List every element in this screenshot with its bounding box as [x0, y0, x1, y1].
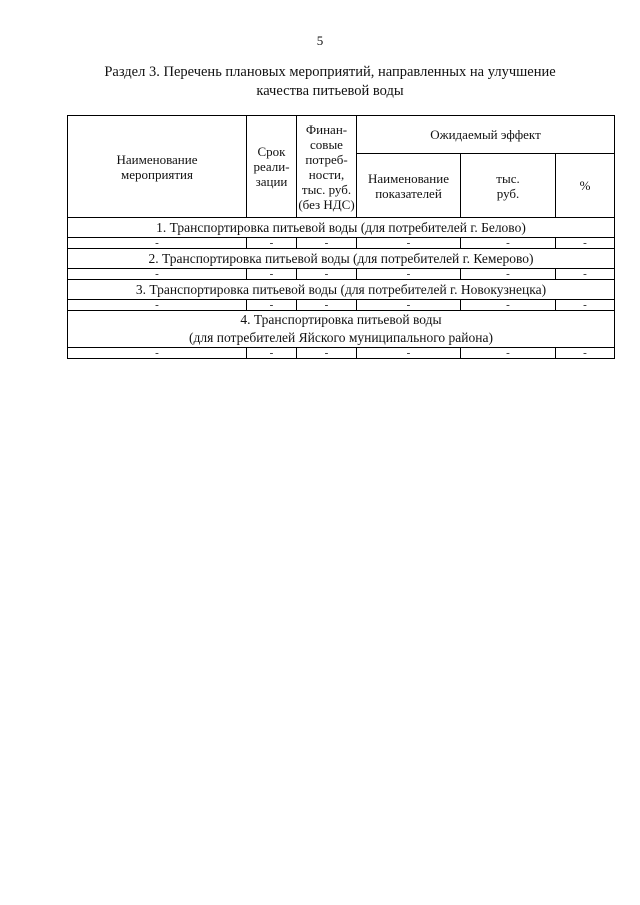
section-title-line-1: Раздел 3. Перечень плановых мероприятий, направленных на улучшение: [104, 64, 556, 80]
header-percent: %: [556, 154, 615, 218]
section-title: [90, 63, 570, 101]
table-cell: -: [297, 348, 357, 359]
section-title-cell: [68, 218, 615, 238]
section-row: [68, 249, 615, 269]
table-cell: -: [556, 300, 615, 311]
table-cell: -: [556, 238, 615, 249]
table-cell: -: [247, 269, 297, 280]
table-cell: -: [357, 269, 461, 280]
measures-table: [67, 115, 615, 359]
header-indicator-name: Наименование показателей: [357, 154, 461, 218]
section-title-line-2: качества питьевой воды: [256, 83, 404, 99]
section-title-text: 3. Транспортировка питьевой воды (для потребителей г. Новокузнецка): [135, 281, 547, 297]
table-row: [68, 300, 615, 311]
header-thousand-rub: тыс. руб.: [461, 154, 556, 218]
table-cell: -: [357, 238, 461, 249]
page-number: 5: [316, 33, 324, 48]
table-row: [68, 238, 615, 249]
table-cell: -: [297, 300, 357, 311]
table-cell: -: [68, 238, 247, 249]
header-term: Срок реали- зации: [247, 116, 297, 218]
section-title-text: (для потребителей Яйского муниципального района): [189, 330, 493, 345]
section-title-text: 4. Транспортировка питьевой воды: [240, 312, 442, 327]
table-cell: -: [247, 238, 297, 249]
table-cell: -: [247, 348, 297, 359]
table-cell: -: [556, 269, 615, 280]
table-cell: -: [297, 269, 357, 280]
section-row: [68, 280, 615, 300]
section-title-cell: [68, 249, 615, 269]
table-cell: -: [461, 300, 556, 311]
section-title-text: 2. Транспортировка питьевой воды (для потребителей г. Кемерово): [148, 250, 534, 266]
table-cell: -: [68, 269, 247, 280]
table-cell: -: [68, 300, 247, 311]
section-title-text: 1. Транспортировка питьевой воды (для потребителей г. Белово): [156, 219, 526, 235]
table-cell: -: [357, 348, 461, 359]
table-cell: -: [297, 238, 357, 249]
section-title-cell: [68, 311, 615, 348]
table-cell: -: [247, 300, 297, 311]
table-cell: -: [461, 238, 556, 249]
table-cell: -: [357, 300, 461, 311]
section-title-cell: [68, 280, 615, 300]
section-row: [68, 218, 615, 238]
header-name: Наименование мероприятия: [68, 116, 247, 218]
table-row: [68, 269, 615, 280]
table-row: [68, 348, 615, 359]
table-cell: -: [461, 348, 556, 359]
header-expected-effect: Ожидаемый эффект: [357, 116, 615, 154]
section-row: [68, 311, 615, 348]
table-cell: -: [68, 348, 247, 359]
table-cell: -: [556, 348, 615, 359]
header-finance: Финан- совые потреб- ности, тыс. руб. (без НДС): [297, 116, 357, 218]
table-cell: -: [461, 269, 556, 280]
